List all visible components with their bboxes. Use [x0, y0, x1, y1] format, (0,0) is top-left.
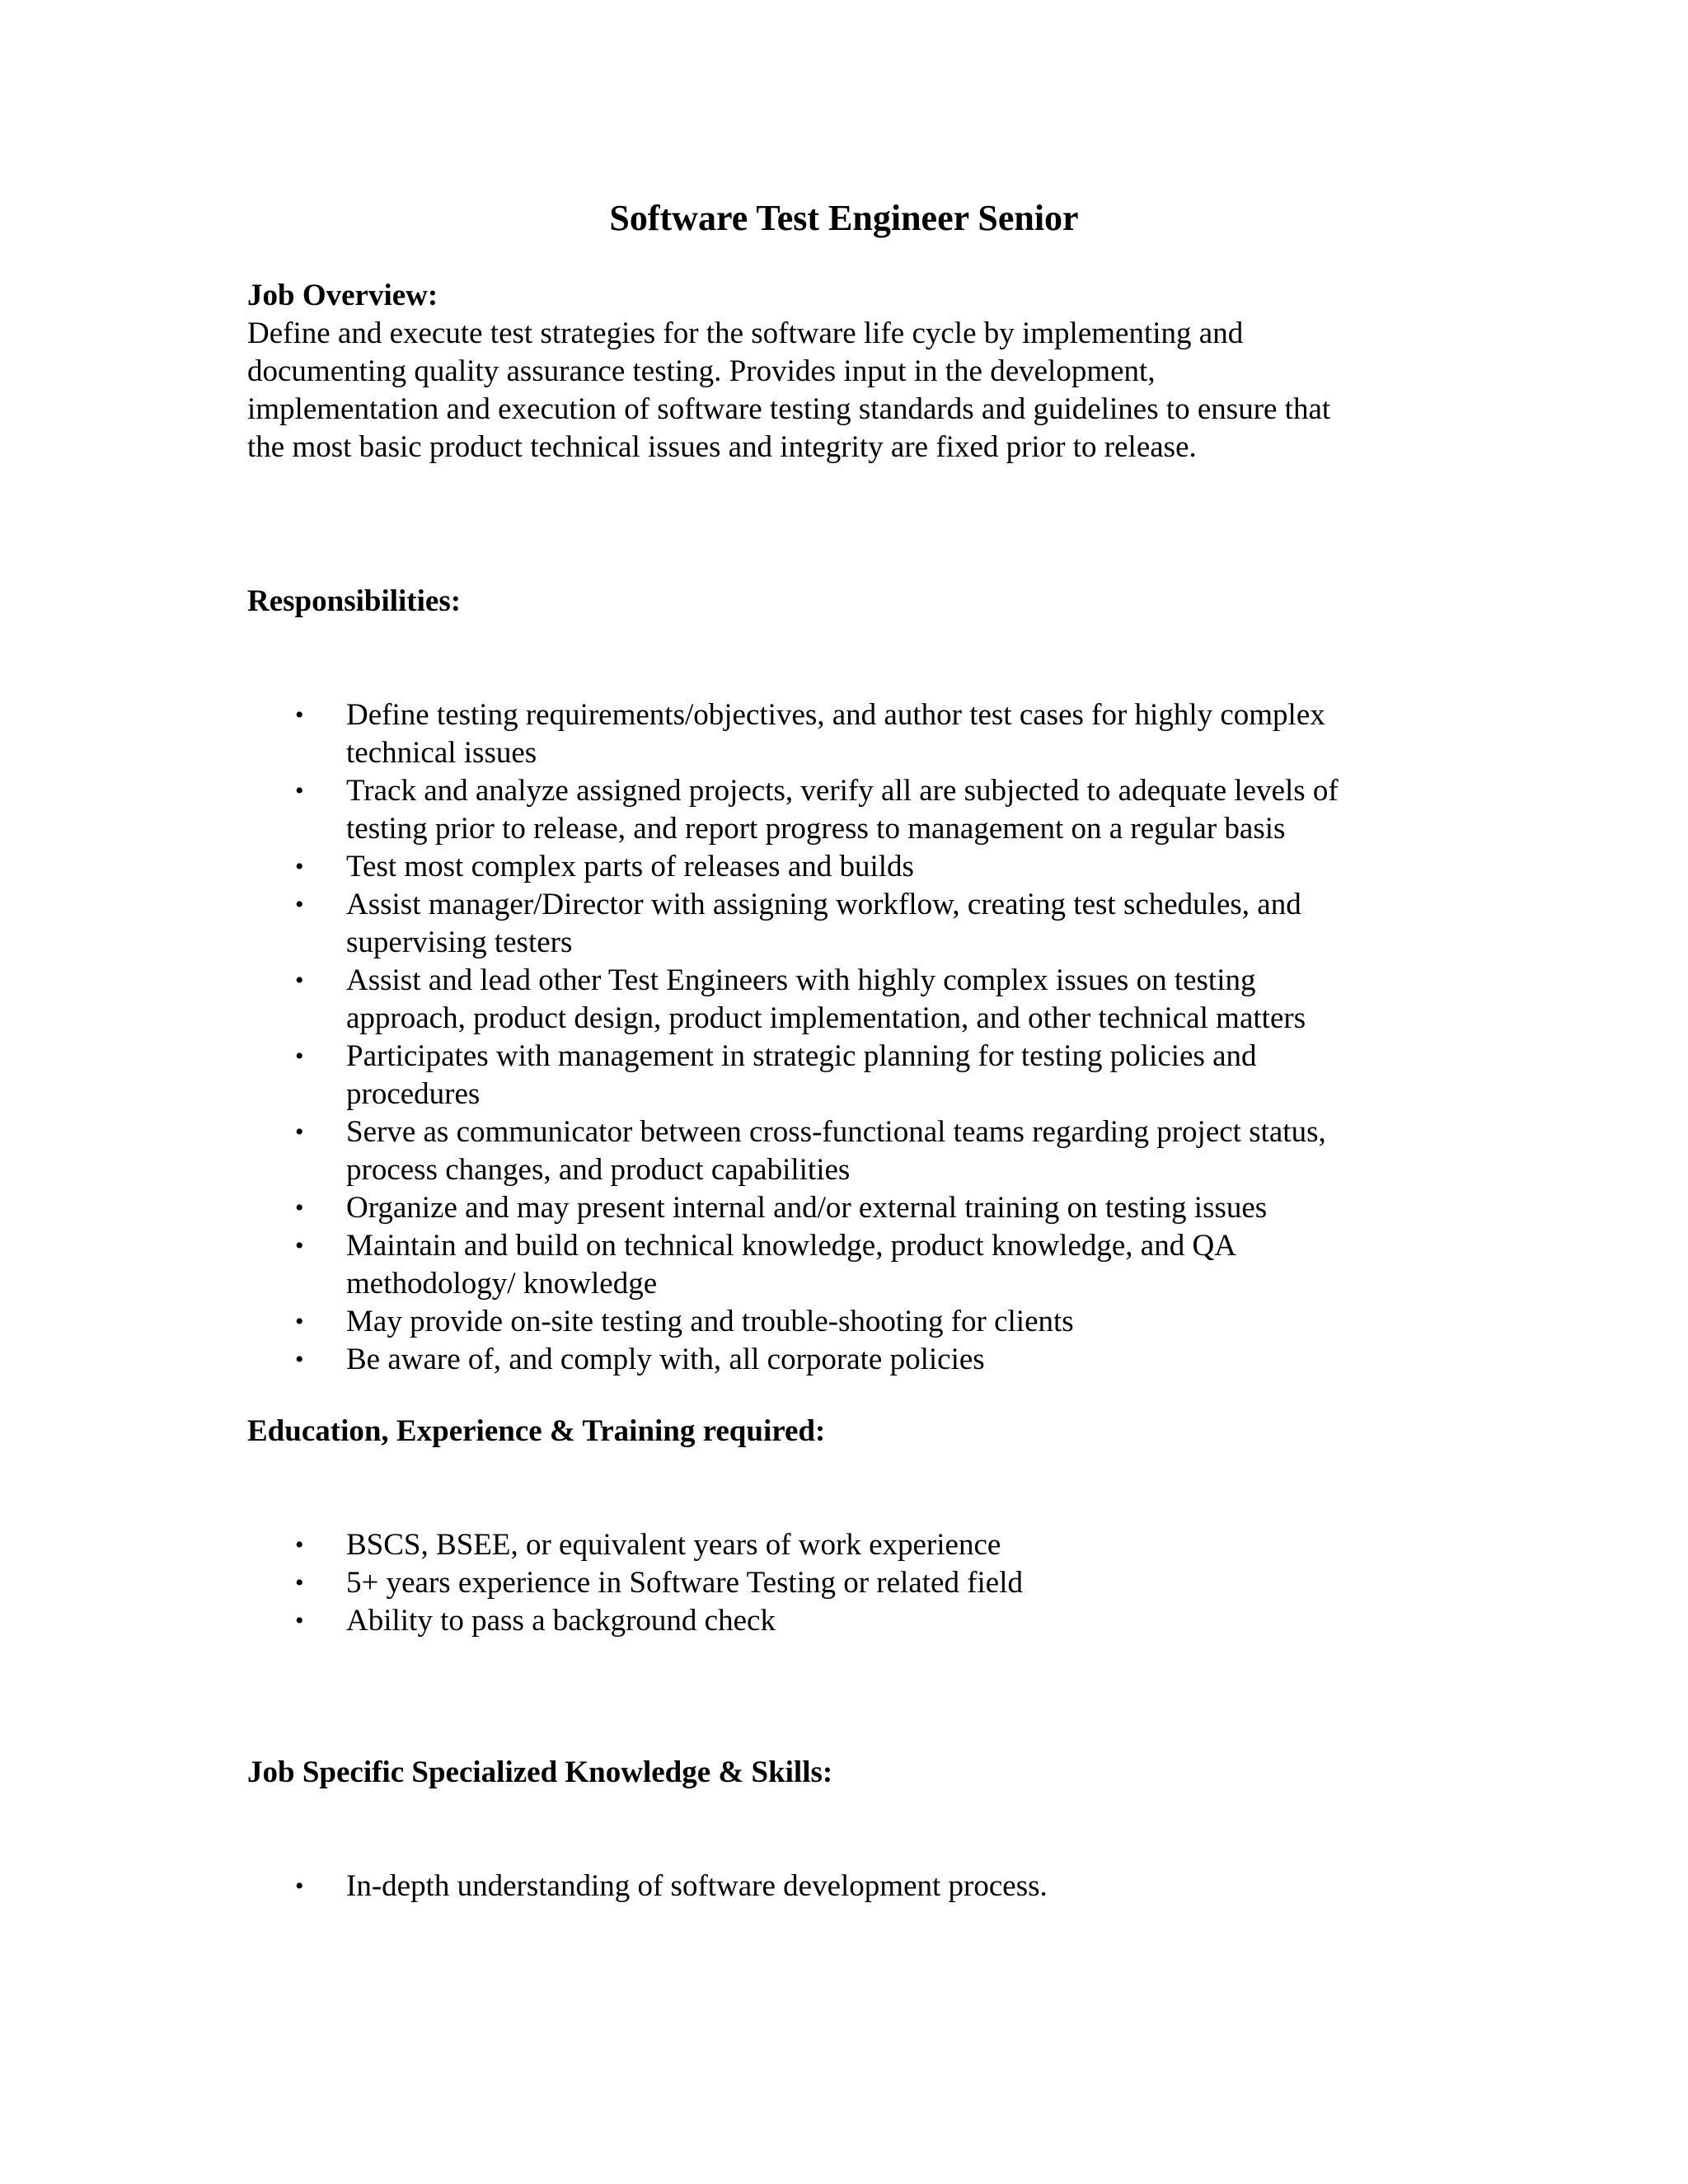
list-item	[0, 1303, 1339, 1341]
bullet: •	[295, 1043, 304, 1070]
skills-heading: Job Specific Specialized Knowledge & Skills:	[247, 1755, 833, 1789]
overview-line: implementation and execution of software testing standards and guidelines to ensure that	[247, 392, 1331, 426]
list-item	[0, 1189, 1339, 1227]
list-item-text: Assist and lead other Test Engineers with highly complex issues on testing	[346, 963, 1256, 997]
list-item-text: Be aware of, and comply with, all corporate policies	[346, 1343, 985, 1376]
list-item-text: Assist manager/Director with assigning workflow, creating test schedules, and	[346, 888, 1301, 921]
list-item-text: testing prior to release, and report progress to management on a regular basis	[346, 812, 1286, 846]
list-item	[0, 962, 1339, 1038]
list-item-text: Ability to pass a background check	[346, 1604, 776, 1638]
list-item	[0, 848, 1339, 886]
bullet: •	[295, 891, 304, 918]
list-item	[0, 772, 1339, 848]
list-item-text: May provide on-site testing and trouble-shooting for clients	[346, 1305, 1074, 1338]
list-item	[0, 1526, 1023, 1564]
bullet: •	[295, 1194, 304, 1221]
bullet: •	[295, 1118, 304, 1146]
bullet: •	[295, 1308, 304, 1335]
skills-list	[0, 1868, 1048, 1905]
bullet: •	[295, 1872, 304, 1900]
responsibilities-heading: Responsibilities:	[247, 584, 462, 618]
list-item	[0, 1038, 1339, 1113]
job-overview-heading: Job Overview:	[247, 279, 438, 312]
bullet: •	[295, 1346, 304, 1373]
bullet: •	[295, 967, 304, 994]
bullet: •	[295, 1531, 304, 1558]
list-item-text: Define testing requirements/objectives, and author test cases for highly complex	[346, 698, 1325, 732]
overview-line: Define and execute test strategies for the software life cycle by implementing and	[247, 316, 1244, 350]
list-item	[0, 1602, 1023, 1640]
list-item-text: BSCS, BSEE, or equivalent years of work experience	[346, 1528, 1001, 1562]
list-item-text: Participates with management in strategic planning for testing policies and	[346, 1039, 1257, 1073]
bullet: •	[295, 1607, 304, 1634]
job-overview-paragraph	[247, 315, 1442, 466]
list-item-text: technical issues	[346, 736, 537, 770]
list-item-text: Track and analyze assigned projects, verify all are subjected to adequate levels of	[346, 774, 1339, 808]
list-item-text: 5+ years experience in Software Testing or related field	[346, 1566, 1023, 1600]
list-item-text: methodology/ knowledge	[346, 1267, 658, 1301]
list-item-text: process changes, and product capabilities	[346, 1153, 851, 1187]
bullet: •	[295, 777, 304, 804]
list-item	[0, 886, 1339, 962]
list-item	[0, 696, 1339, 772]
overview-line: the most basic product technical issues and integrity are fixed prior to release.	[247, 430, 1197, 464]
education-heading: Education, Experience & Training required:	[247, 1414, 826, 1448]
list-item	[0, 1564, 1023, 1602]
list-item-text: In-depth understanding of software development process.	[346, 1869, 1048, 1903]
list-item-text: supervising testers	[346, 926, 573, 959]
list-item-text: approach, product design, product implementation, and other technical matters	[346, 1001, 1306, 1035]
list-item	[0, 1113, 1339, 1189]
list-item	[0, 1227, 1339, 1303]
list-item-text: Test most complex parts of releases and builds	[346, 850, 914, 883]
bullet: •	[295, 1569, 304, 1596]
responsibilities-list	[0, 696, 1339, 1379]
list-item	[0, 1868, 1048, 1905]
list-item-text: procedures	[346, 1077, 481, 1111]
education-list	[0, 1526, 1023, 1640]
bullet: •	[295, 701, 304, 729]
list-item	[0, 1341, 1339, 1379]
list-item-text: Maintain and build on technical knowledge, product knowledge, and QA	[346, 1229, 1236, 1263]
bullet: •	[295, 853, 304, 880]
bullet: •	[295, 1232, 304, 1259]
list-item-text: Organize and may present internal and/or external training on testing issues	[346, 1191, 1268, 1225]
document-title: Software Test Engineer Senior	[609, 198, 1079, 238]
overview-line: documenting quality assurance testing. Provides input in the development,	[247, 354, 1156, 388]
list-item-text: Serve as communicator between cross-functional teams regarding project status,	[346, 1115, 1326, 1149]
